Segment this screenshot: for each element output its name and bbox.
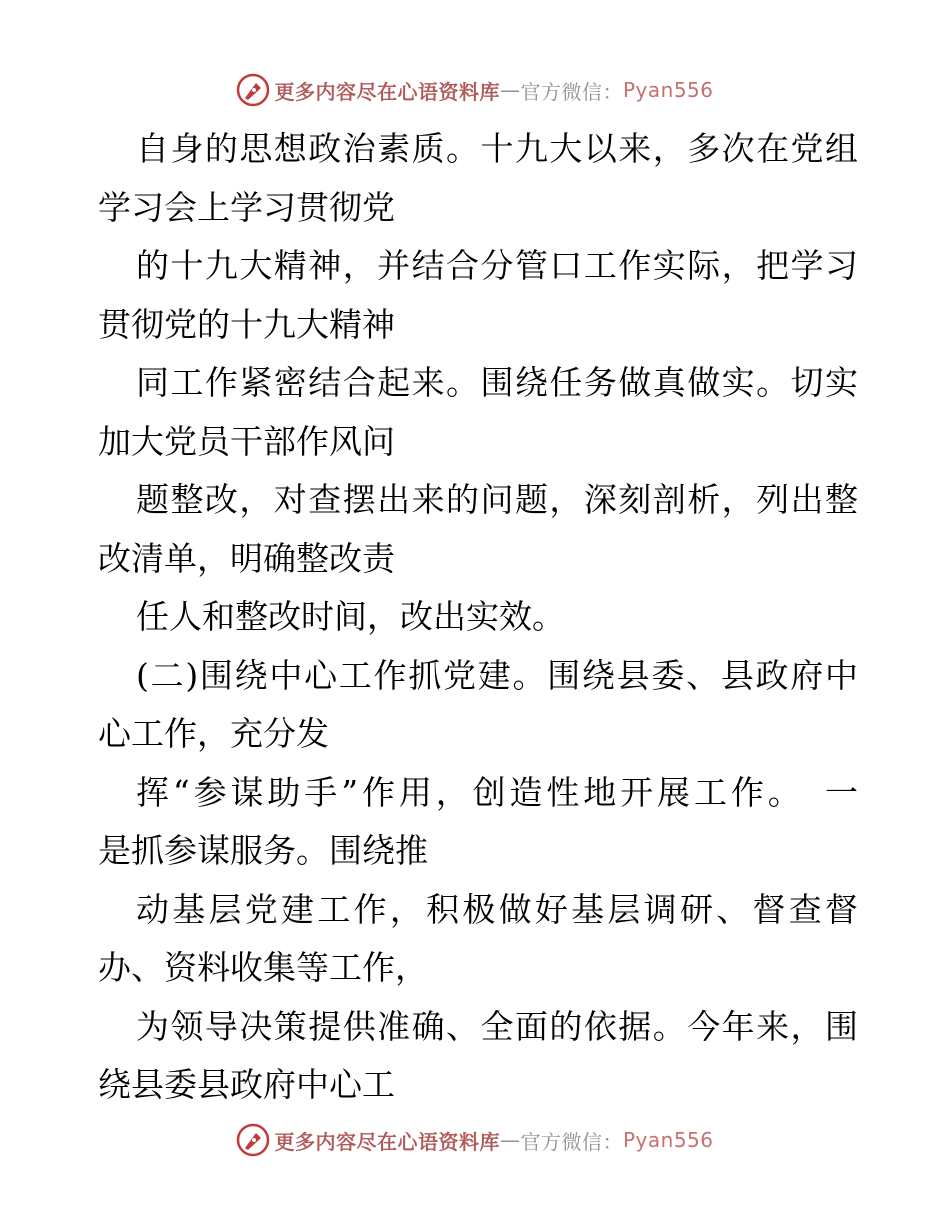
banner-wechat-label: 官方微信： bbox=[520, 1129, 623, 1154]
text-line: 的十九大精神，并结合分管口工作实际，把学习 bbox=[136, 246, 858, 285]
text-line: 自身的思想政治素质。十九大以来，多次在党组 bbox=[136, 129, 858, 168]
banner-wechat-id: Pyan556 bbox=[622, 78, 714, 102]
text-line: 挥“参谋助手”作用，创造性地开展工作。 一 bbox=[136, 772, 858, 812]
footer-banner bbox=[0, 1120, 950, 1160]
text-line: 学习会上学习贯彻党 bbox=[98, 187, 395, 227]
header-banner bbox=[0, 70, 950, 110]
text-line: 绕县委县政府中心工 bbox=[98, 1065, 395, 1104]
text-line: 任人和整改时间，改出实效。 bbox=[136, 597, 565, 636]
text-line: 题整改，对查摆出来的问题，深刻剖析，列出整 bbox=[136, 480, 858, 519]
document-body bbox=[98, 120, 858, 1115]
pen-nib-logo-icon bbox=[236, 73, 270, 107]
text-line: (二)围绕中心工作抓党建。围绕县委、县政府中 bbox=[136, 655, 858, 695]
banner-wechat-id: Pyan556 bbox=[622, 1128, 714, 1152]
text-line: 为领导决策提供准确、全面的依据。今年来，围 bbox=[136, 1006, 858, 1046]
banner-separator: — bbox=[499, 1128, 521, 1152]
text-line: 同工作紧密结合起来。围绕任务做真做实。切实 bbox=[136, 363, 858, 402]
text-line: 心工作，充分发 bbox=[98, 714, 329, 753]
banner-main-text: 更多内容尽在心语资料库 bbox=[274, 1129, 500, 1154]
text-line: 动基层党建工作，积极做好基层调研、督查督 bbox=[136, 889, 858, 929]
banner-main-text: 更多内容尽在心语资料库 bbox=[274, 79, 500, 104]
text-line: 加大党员干部作风问 bbox=[98, 421, 395, 461]
text-line: 办、资料收集等工作， bbox=[98, 948, 428, 987]
text-line: 是抓参谋服务。围绕推 bbox=[98, 831, 428, 870]
banner-wechat-label: 官方微信： bbox=[520, 79, 623, 104]
text-line: 贯彻党的十九大精神 bbox=[98, 304, 395, 344]
pen-nib-logo-icon bbox=[236, 1123, 270, 1157]
text-line: 改清单，明确整改责 bbox=[98, 538, 395, 578]
banner-separator: — bbox=[499, 78, 521, 102]
